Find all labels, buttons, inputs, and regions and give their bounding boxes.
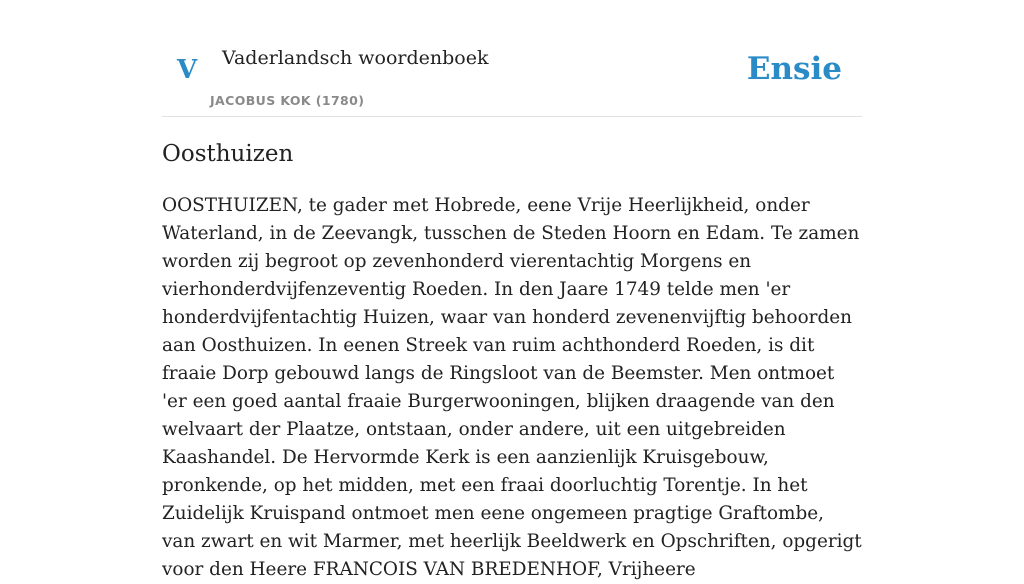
dictionary-letter[interactable]: V	[177, 55, 198, 85]
book-title[interactable]: Vaderlandsch woordenboek	[222, 47, 489, 69]
header	[162, 0, 862, 117]
entry-title: Oosthuizen	[162, 141, 294, 167]
entry-body: OOSTHUIZEN, te gader met Hobrede, eene Vrije Heerlijkheid, onder Waterland, in de Zeevangk, tusschen de Steden Hoorn en Edam. Te zamen worden zij begroot op zevenhonderd vierentachtig Morgens en vierhonderdvijfenzeventig Roeden. In den Jaare 1749 telde men 'er honderdvijfentachtig Huizen, waar van honderd zevenenvijftig behoorden aan Oosthuizen. In eenen Streek van ruim achthonderd Roeden, is dit fraaie Dorp gebouwd langs de Ringsloot van de Beemster. Men ontmoet 'er een goed aantal fraaie Burgerwooningen, blijken draagende van den welvaart der Plaatze, ontstaan, onder andere, uit een uitgebreiden Kaashandel. De Hervormde Kerk is een aanzienlijk Kruisgebouw, pronkende, op het midden, met een fraai doorluchtig Torentje. In het Zuidelijk Kruispand ontmoet men eene ongemeen pragtige Graftombe, van zwart en wit Marmer, met heerlijk Beeldwerk en Opschriften, opgerigt voor den Heere FRANCOIS VAN BREDENHOF, Vrijheere	[162, 195, 862, 580]
ensie-logo[interactable]: Ensie	[746, 51, 842, 87]
page	[162, 0, 862, 580]
book-author: JACOBUS KOK (1780)	[210, 93, 365, 108]
